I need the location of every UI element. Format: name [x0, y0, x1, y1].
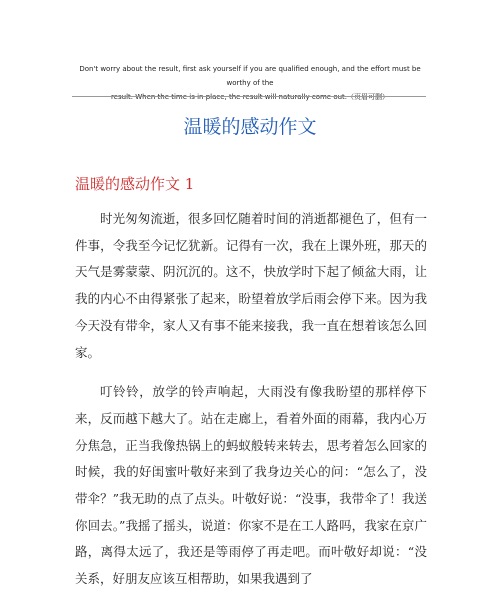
- header-line-2: result. When the time is in place, the result will naturally come out.（页眉可删）: [110, 93, 390, 101]
- body-paragraph: 时光匆匆流逝，很多回忆随着时间的消逝都褪色了，但有一件事，令我至今记忆犹新。记得有一次，我在上课外班，那天的天气是雾蒙蒙、阴沉沉的。这不，快放学时下起了倾盆大雨，让我的内心不由得紧张了起来，盼望着放学后雨会停下来。因为我今天没有带伞，家人又有事不能来接我，我一直在想着该怎么回家。: [75, 211, 427, 360]
- header-line-1: Don't worry about the result, first ask yourself if you are qualified enough, and the effort must be worthy of the: [79, 65, 421, 87]
- page-header: [70, 62, 430, 104]
- header-divider: [72, 96, 426, 97]
- document-body: [75, 206, 427, 593]
- document-title: 温暖的感动作文: [183, 116, 317, 138]
- body-paragraph: 叮铃铃，放学的铃声响起，大雨没有像我盼望的那样停下来，反而越下越大了。站在走廊上，看着外面的雨幕，我内心万分焦急，正当我像热锅上的蚂蚁般转来转去，思考着怎么回家的时候，我的好闺蜜叶敬好来到了我身边关心的问：“怎么了，没带伞？”我无助的点了点头。叶敬好说：“没事，我带伞了！我送你回去。”我摇了摇头，说道：你家不是在工人路吗，我家在京广路，离得太远了，我还是等雨停了再走吧。而叶敬好却说：“没关系，好朋友应该互相帮助，如果我遇到了: [75, 384, 427, 587]
- section-title: 温暖的感动作文 1: [75, 175, 195, 193]
